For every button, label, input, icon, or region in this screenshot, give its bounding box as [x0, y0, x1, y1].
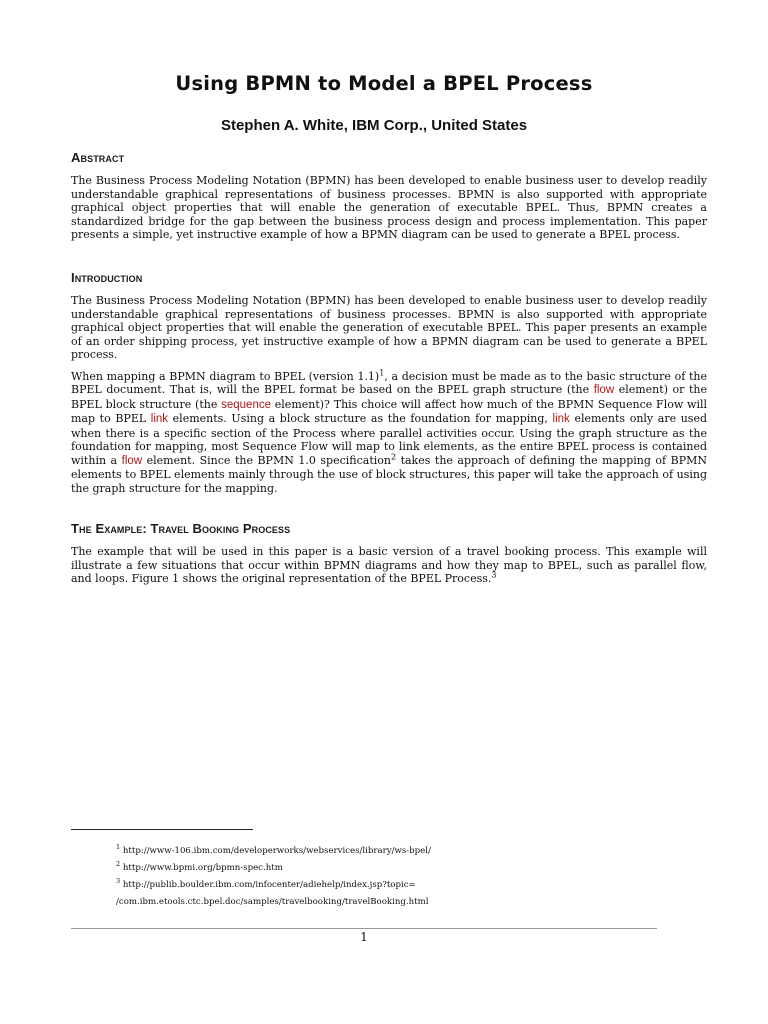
keyword-sequence: sequence	[221, 398, 271, 411]
footnote-separator	[71, 829, 253, 830]
text-run: takes the approach of defining the mapping of BPMN elements to BPEL elements mainly through the use of block structures, this paper will take the approach of using the graph structure for the mapping.	[71, 453, 707, 495]
footnote-link[interactable]: http://www.bpmi.org/bpmn-spec.htm	[122, 863, 283, 873]
text-run: elements only are used when there is a specific section of the Process where parallel activities occur. Using the graph structure as the foundation for mapping, most Sequence Flow will map to link elements, as the entire BPEL process is contained within a	[71, 412, 707, 467]
keyword-flow: flow	[121, 454, 143, 467]
keyword-link: link	[552, 413, 570, 425]
introduction-paragraph-2	[71, 367, 708, 496]
abstract-paragraph: The Business Process Modeling Notation (BPMN) has been developed to enable business user to develop readily understandable graphical representations of business processes. BPMN is also supported with appropriate graphical object properties that will enable the generation of executable BPEL. Thus, BPMN creates a standardized bridge for the gap between the business process design and process implementation. This paper presents a simple, yet instructive example of how a BPMN diagram can be used to generate a BPEL process.	[71, 174, 707, 241]
introduction-section	[71, 270, 707, 503]
keyword-link: link	[150, 413, 169, 425]
footer-separator	[71, 928, 657, 929]
footnote-number: 3	[116, 877, 121, 886]
footnotes	[116, 843, 676, 911]
footnote-link[interactable]: http://www-106.ibm.com/developerworks/webservices/library/ws-bpel/	[122, 846, 431, 856]
abstract-heading: Abstract	[71, 150, 125, 165]
paper-title: Using BPMN to Model a BPEL Process	[175, 72, 593, 95]
text-run: element)? This choice will affect how much of the BPMN Sequence Flow will map to BPEL	[71, 397, 708, 425]
footnote-number: 2	[116, 860, 121, 869]
text-run: elements. Using a block structure as the foundation for mapping,	[168, 412, 553, 425]
page-number: 1	[360, 930, 368, 944]
abstract-section	[71, 150, 707, 250]
text-run: , a decision must be made as to the basic structure of the BPEL document. That is, will the BPEL format be based on the BPEL graph structure (the	[71, 369, 707, 396]
footnote-number: 1	[116, 843, 121, 852]
paper-author: Stephen A. White, IBM Corp., United States	[220, 117, 528, 134]
footnote-ref-3[interactable]: 3	[491, 570, 497, 580]
footnote-3-continued	[0, 894, 676, 911]
footnote-3	[116, 877, 676, 894]
footnote-ref-2[interactable]: 2	[390, 451, 397, 461]
example-paragraph	[71, 545, 707, 586]
footnote-2	[116, 860, 676, 877]
example-heading: The Example: Travel Booking Process	[71, 521, 291, 536]
keyword-flow: flow	[593, 384, 615, 396]
text-run: The example that will be used in this paper is a basic version of a travel booking process. This example will illustrate a few situations that occur within BPMN diagrams and how they map to BPEL, such as parallel flow, and loops. Figure 1 shows the original representation of the BPEL Process.	[71, 545, 707, 585]
example-section	[71, 521, 707, 594]
footnote-link[interactable]: /com.ibm.etools.ctc.bpel.doc/samples/travelbooking/travelBooking.html	[116, 897, 429, 907]
footnote-1	[116, 843, 676, 860]
introduction-paragraph-1: The Business Process Modeling Notation (BPMN) has been developed to enable business user to develop readily understandable graphical representations of business processes. BPMN is also supported with appropriate graphical object properties that will enable the generation of executable BPEL. This paper presents an example of an order shipping process, yet instructive example of how a BPMN diagram can be used to generate a BPEL process.	[71, 294, 707, 361]
text-run: element) or the BPEL block structure (the	[71, 383, 707, 411]
text-run: When mapping a BPMN diagram to BPEL (version 1.1)	[71, 369, 380, 383]
footnote-ref-1[interactable]: 1	[379, 367, 385, 377]
text-run: element. Since the BPMN 1.0 specification	[142, 453, 391, 467]
introduction-heading: Introduction	[71, 270, 143, 285]
footnote-link[interactable]: http://publib.boulder.ibm.com/infocenter/adiehelp/index.jsp?topic=	[122, 880, 416, 890]
